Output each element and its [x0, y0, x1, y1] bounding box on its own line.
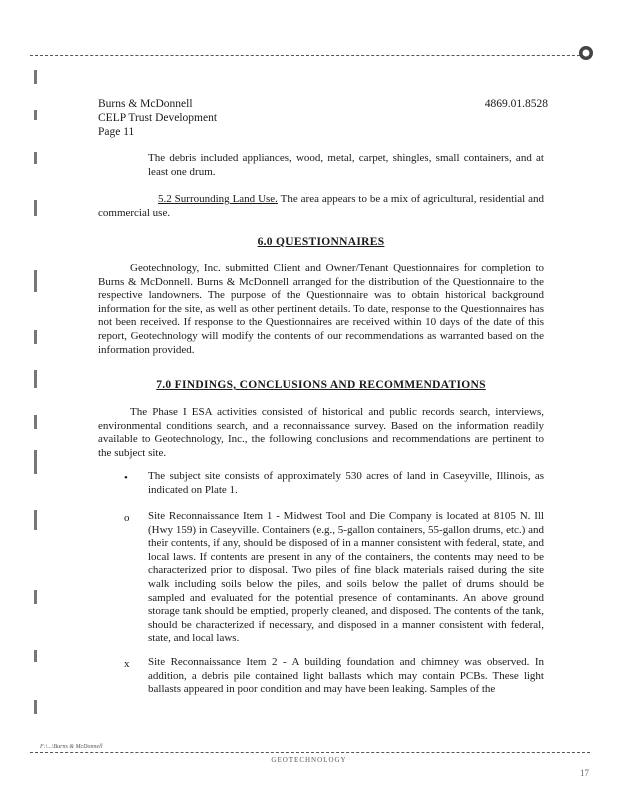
section-5-2-title: 5.2 Surrounding Land Use.: [158, 193, 278, 205]
scan-artifact-strip: [30, 70, 44, 730]
document-header: [98, 97, 548, 139]
section-5-2-paragraph: [98, 193, 544, 220]
header-company: Burns & McDonnell: [98, 98, 193, 110]
bullet-marker: x: [124, 658, 130, 670]
section-7-intro: The Phase I ESA activities consisted of historical and public records search, interviews, environmental conditions search, and a reconnaissance survey. Based on the information readily available to Geotechnology, Inc., the following conclusions and recommendations are pertinent to the subject site.: [98, 406, 544, 459]
scanner-mark-icon: [577, 44, 595, 62]
header-project: CELP Trust Development: [98, 112, 218, 124]
top-divider: [30, 55, 590, 56]
debris-paragraph: The debris included appliances, wood, metal, carpet, shingles, small containers, and at least one drum.: [148, 152, 544, 178]
section-7-heading: 7.0 FINDINGS, CONCLUSIONS AND RECOMMENDATIONS: [156, 379, 486, 391]
bullet-marker: o: [124, 512, 130, 524]
section-6-heading: 6.0 QUESTIONNAIRES: [257, 236, 385, 248]
footer-file-path: F:\...\Burns & McDonnell: [40, 744, 103, 750]
header-project-number: 4869.01.8528: [484, 98, 548, 110]
footer-brand: GEOTECHNOLOGY: [271, 756, 347, 764]
section-6-paragraph: Geotechnology, Inc. submitted Client and Owner/Tenant Questionnaires for completion to Burns & McDonnell. Burns & McDonnell arranged for the distribution of the Questionnaire to the respective landowners. The purpose of the Questionnaire was to obtain historical background information for the site, as well as other pertinent details. To date, response to the Questionnaires has not been received. If response to the Questionnaires are received within 10 days of the date of this report, Geotechnology will modify the contents of our recommendations as warranted based on the information provided.: [98, 262, 544, 356]
section-5-2-text: The area appears to be a mix of agricultural, residential and commercial use.: [98, 193, 544, 219]
bottom-divider: [30, 752, 590, 753]
header-page-number: Page 11: [98, 126, 135, 138]
bullet-site-item-2: Site Reconnaissance Item 2 - A building foundation and chimney was observed. In addition, a debris pile contained light ballasts which may contain PCBs. These light ballasts appeared in poor condition and may have been leaking. Samples of the: [148, 656, 544, 696]
bullet-marker: •: [124, 472, 128, 484]
bullet-site-item-1: Site Reconnaissance Item 1 - Midwest Tool and Die Company is located at 8105 N. Ill (Hwy 159) in Caseyville. Containers (e.g., 5-gallon containers, 55-gallon drums, etc.) and their contents, if any, should be disposed of in a manner consistent with federal, state, and local laws. If contents are present in any of the containers, the contents may need to be characterized prior to disposal. Two piles of fine black materials raised during the site walk including soils below the piles, and soils below the pallet of drums should be sampled and evaluated for the potential presence of contaminants. An above ground storage tank should be emptied, properly cleaned, and disposed. The contents of the tank, should be characterized if necessary, and disposed in a manner consistent with federal, state, and local laws.: [148, 510, 544, 645]
bullet-site-description: The subject site consists of approximately 530 acres of land in Caseyville, Illinois, as indicated on Plate 1.: [148, 470, 544, 496]
footer-page-mark: 17: [580, 768, 589, 778]
